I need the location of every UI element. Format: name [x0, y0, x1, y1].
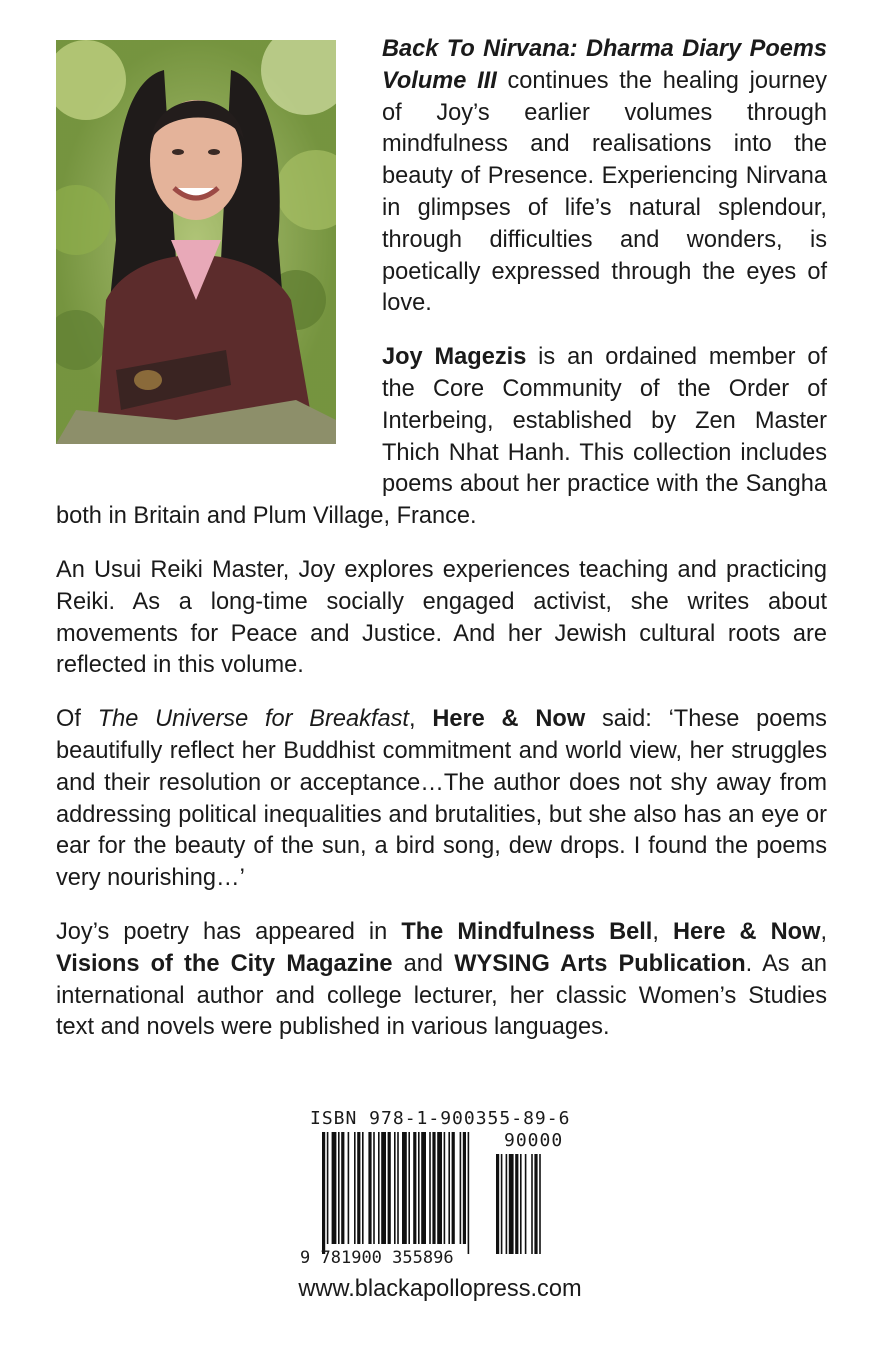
barcode-bar — [357, 1132, 360, 1244]
barcode-addon-bar — [534, 1154, 537, 1254]
review-comma: , — [408, 706, 433, 733]
barcode-addon-bar — [531, 1154, 533, 1254]
paragraph-publications — [56, 917, 827, 1044]
isbn-barcode — [300, 1108, 580, 1268]
intro-body: continues the healing journey of Joy’s earlier volumes through mindfulness and realisations into the beauty of Presence. Experiencing Nirvana in glimpses of life’s natural splendour, through difficulties and wonders, is poetically expressed through the eyes of love. — [382, 67, 827, 317]
barcode-addon-bar — [520, 1154, 522, 1254]
barcode-bar — [402, 1132, 407, 1244]
barcode-bar — [460, 1132, 462, 1244]
photo-spacer — [56, 34, 382, 472]
barcode-bar — [368, 1132, 371, 1244]
book-title: Back To Nirvana: Dharma Diary Poems Volume III — [382, 36, 827, 94]
publication-name: Visions of the City Magazine — [56, 950, 393, 977]
barcode-bar — [397, 1132, 399, 1244]
barcode-addon-bar — [539, 1154, 541, 1254]
reviewed-book-title: The Universe for Breakfast — [97, 706, 409, 733]
barcode-bar — [468, 1132, 470, 1254]
barcode-bar — [332, 1132, 337, 1244]
barcode-addon-bar — [525, 1154, 527, 1254]
isbn-label: ISBN 978-1-900355-89-6 — [310, 1108, 571, 1129]
barcode-bar — [408, 1132, 410, 1244]
barcode-bar — [394, 1132, 396, 1244]
barcode-bar — [341, 1132, 344, 1244]
barcode-bar — [421, 1132, 426, 1244]
blurb-text — [56, 34, 827, 1066]
review-source: Here & Now — [432, 706, 586, 733]
price-code: 90000 — [504, 1130, 564, 1151]
barcode-bar — [463, 1132, 466, 1244]
barcode-bar — [354, 1132, 356, 1244]
barcode-bar — [444, 1132, 446, 1244]
barcode-addon-bar — [496, 1154, 499, 1254]
barcode-bar — [378, 1132, 380, 1244]
barcode-digits-right: 355896 — [392, 1248, 454, 1268]
publication-separator: , — [652, 918, 673, 945]
review-lead: Of — [56, 706, 98, 733]
barcode-bar — [362, 1132, 364, 1244]
barcode-digit-first: 9 — [300, 1248, 311, 1268]
publication-name: WYSING Arts Publication — [454, 950, 746, 977]
barcode-bar — [327, 1132, 329, 1244]
barcode-addon-bar — [509, 1154, 514, 1254]
barcode-bar — [381, 1132, 386, 1244]
barcode-bar — [338, 1132, 340, 1244]
barcode-addon-bar — [515, 1154, 518, 1254]
barcode-addon-bar — [501, 1154, 503, 1254]
barcode-bar — [437, 1132, 442, 1244]
author-name: Joy Magezis — [382, 344, 527, 371]
publication-name: The Mindfulness Bell — [401, 918, 653, 945]
barcode-bar — [413, 1132, 416, 1244]
barcode-bar — [348, 1132, 350, 1244]
website-url: www.blackapollopress.com — [298, 1276, 582, 1302]
barcode-bar — [429, 1132, 431, 1244]
barcode-digits-left: 781900 — [320, 1248, 382, 1268]
author-body: is an ordained member of the Core Community of the Order of Interbeing, established by Zen Master Thich Nhat Hanh. This collection includes poems about her practice with the Sangha both in Britain and Plum Village, France. — [56, 344, 827, 530]
publications-tail: . As an international author and college lecturer, her classic Women’s Studies text and novels were published in various languages. — [56, 950, 828, 1041]
barcode-bar — [373, 1132, 375, 1244]
barcode-bar — [322, 1132, 325, 1254]
barcode-addon-bar — [506, 1154, 508, 1254]
publication-separator: and — [392, 950, 455, 977]
paragraph-reiki: An Usui Reiki Master, Joy explores experiences teaching and practicing Reiki. As a long-time socially engaged activist, she writes about movements for Peace and Justice. And her Jewish cultural roots are reflected in this volume. — [56, 556, 827, 679]
barcode-bar — [448, 1132, 450, 1244]
barcode-digits — [300, 1248, 454, 1268]
barcode-bar — [388, 1132, 391, 1244]
barcode-bar — [418, 1132, 420, 1244]
publication-separator: , — [820, 918, 827, 945]
publications-lead: Joy’s poetry has appeared in — [56, 918, 402, 945]
review-quote: said: ‘These poems beautifully reflect her Buddhist commitment and world view, her struggles and their resolution or acceptance…The author does not shy away from addressing political inequalities and brutalities, but she also has an eye or ear for the beauty of the sun, a bird song, dew drops. I found the poems very nourishing…’ — [56, 706, 827, 892]
publication-name: Here & Now — [672, 918, 821, 945]
barcode-bar — [432, 1132, 435, 1244]
barcode-bar — [452, 1132, 455, 1244]
paragraph-review — [56, 704, 827, 895]
barcode-bars — [300, 1128, 580, 1268]
